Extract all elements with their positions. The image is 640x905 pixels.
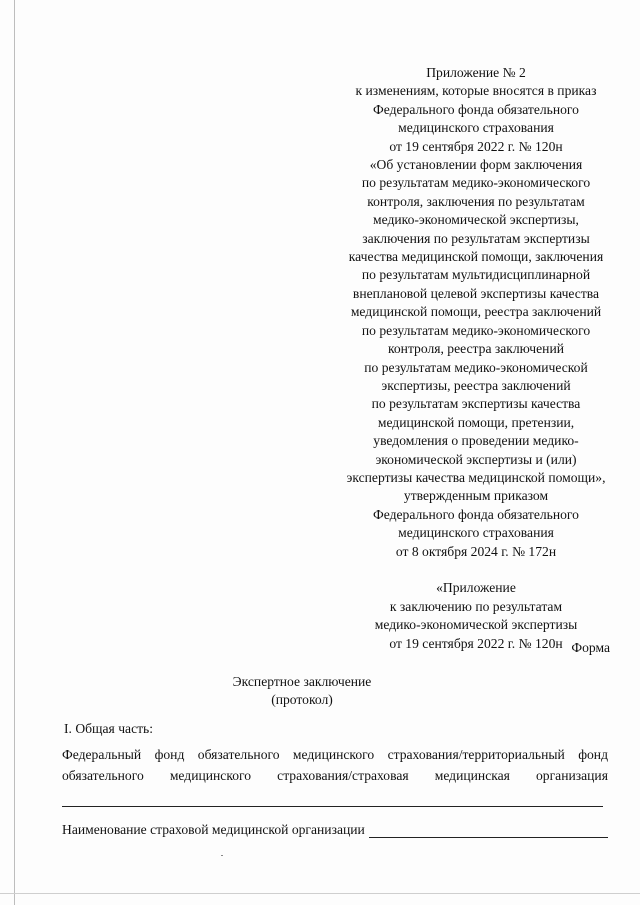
spacer bbox=[318, 561, 634, 579]
appendix-line: по результатам медико-экономической bbox=[364, 359, 588, 375]
appendix-line: Приложение № 2 bbox=[426, 65, 526, 80]
appendix-line: качества медицинской помощи, заключения bbox=[348, 249, 604, 265]
appendix-line: по результатам медико-экономического bbox=[361, 322, 591, 338]
word: страхования/страховая bbox=[277, 768, 409, 783]
appendix-line: заключения по результатам экспертизы bbox=[362, 230, 590, 246]
sub-appendix-line: «Приложение bbox=[436, 580, 516, 596]
paragraph-line: Федеральный фонд обязательного медицинского страхования/территориальный фонд bbox=[62, 747, 608, 762]
appendix-line: от 19 сентября 2022 г. № 120н bbox=[389, 138, 563, 154]
appendix-line: внеплановой целевой экспертизы качества bbox=[352, 285, 600, 301]
document-title bbox=[0, 673, 640, 709]
paragraph-line-justified bbox=[62, 768, 608, 784]
blank-fill-line[interactable] bbox=[62, 806, 603, 807]
title-line: Экспертное заключение bbox=[232, 674, 372, 689]
scan-border-bottom bbox=[0, 893, 640, 894]
appendix-line: уведомления о проведении медико- bbox=[373, 433, 579, 449]
appendix-line: Федерального фонда обязательного bbox=[373, 506, 579, 522]
sub-appendix-line: от 19 сентября 2022 г. № 120н bbox=[389, 635, 563, 651]
insurer-name-field[interactable] bbox=[62, 822, 608, 838]
appendix-line: Федерального фонда обязательного bbox=[373, 101, 579, 117]
appendix-line: контроля, заключения по результатам bbox=[367, 193, 585, 209]
appendix-line: «Об установлении форм заключения bbox=[369, 157, 583, 173]
appendix-line: по результатам медико-экономического bbox=[361, 175, 591, 191]
field-label: Наименование страховой медицинской организации bbox=[62, 822, 365, 837]
sub-appendix-line: к заключению по результатам bbox=[389, 598, 563, 614]
appendix-line: медицинской помощи, претензии, bbox=[377, 414, 575, 430]
appendix-line: от 8 октября 2024 г. № 172н bbox=[395, 543, 557, 559]
word: медицинская bbox=[434, 768, 510, 783]
word: организация bbox=[536, 768, 608, 783]
scan-border-left bbox=[14, 0, 15, 905]
scan-speck bbox=[221, 855, 223, 856]
field-blank-line[interactable] bbox=[369, 823, 608, 838]
form-label: Форма bbox=[571, 640, 610, 655]
appendix-line: медицинского страхования bbox=[398, 120, 554, 136]
appendix-line: медицинского страхования bbox=[398, 525, 554, 541]
word: медицинского bbox=[169, 768, 252, 783]
appendix-header bbox=[318, 64, 634, 653]
section-heading: I. Общая часть: bbox=[64, 721, 154, 736]
appendix-line: медико-экономической экспертизы, bbox=[373, 212, 579, 228]
appendix-line: экспертизы качества медицинской помощи», bbox=[346, 469, 606, 485]
appendix-line: по результатам экспертизы качества bbox=[371, 396, 581, 412]
appendix-line: экономической экспертизы и (или) bbox=[375, 451, 577, 467]
title-subline: (протокол) bbox=[271, 692, 333, 707]
appendix-line: экспертизы, реестра заключений bbox=[381, 377, 571, 393]
appendix-line: к изменениям, которые вносятся в приказ bbox=[355, 83, 597, 99]
appendix-line: утвержденным приказом bbox=[403, 488, 549, 504]
sub-appendix-line: медико-экономической экспертизы bbox=[374, 617, 578, 633]
appendix-line: контроля, реестра заключений bbox=[387, 341, 565, 357]
appendix-line: по результатам мультидисциплинарной bbox=[361, 267, 591, 283]
appendix-line: медицинской помощи, реестра заключений bbox=[350, 304, 602, 320]
word: обязательного bbox=[62, 768, 144, 783]
